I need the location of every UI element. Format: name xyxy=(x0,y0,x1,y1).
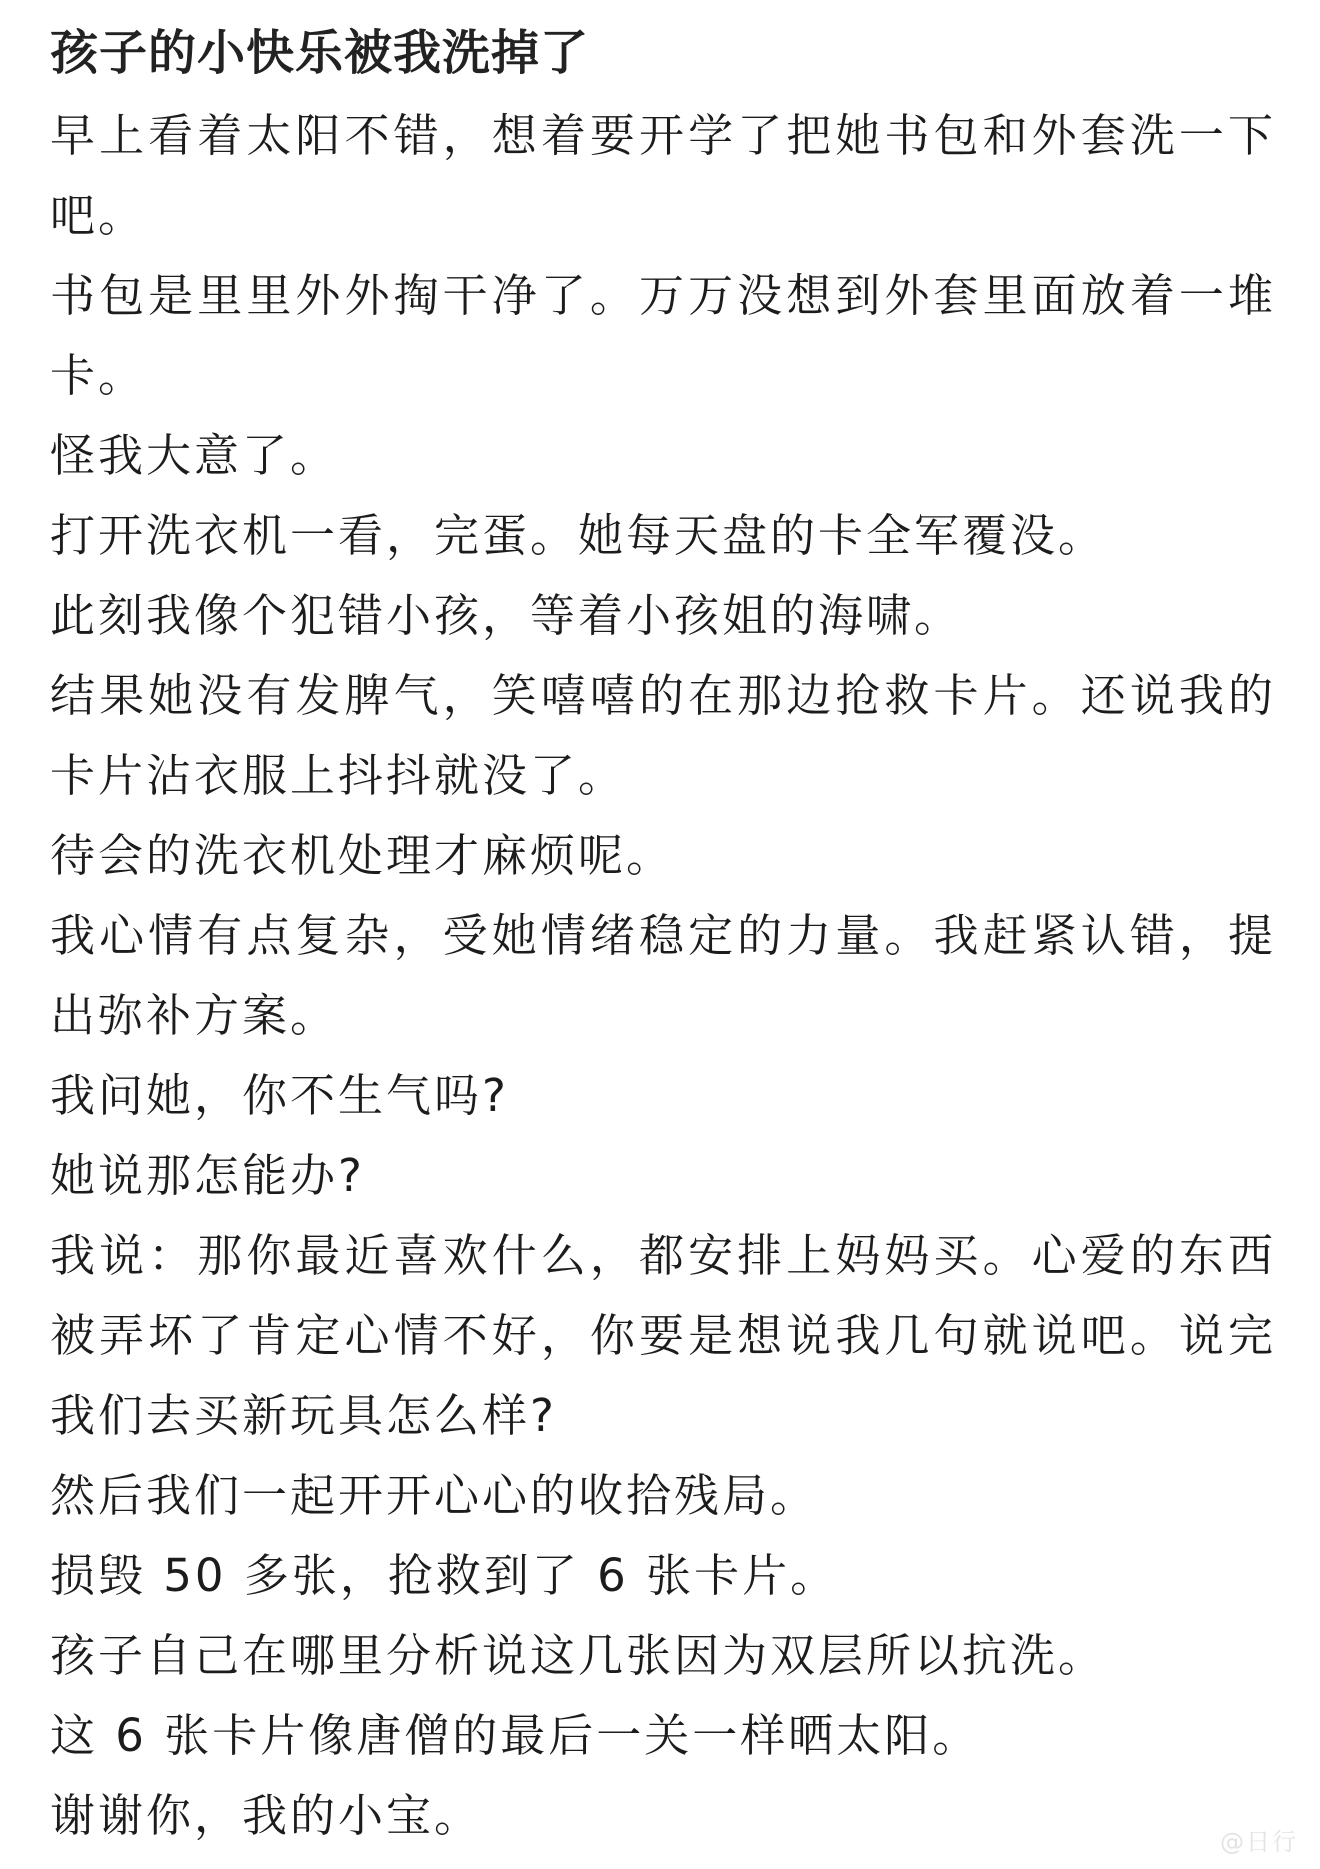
paragraph: 我说：那你最近喜欢什么，都安排上妈妈买。心爱的东西被弄坏了肯定心情不好，你要是想说我几句就说吧。说完我们去买新玩具怎么样? xyxy=(50,1229,1276,1442)
post-title: 孩子的小快乐被我洗掉了 xyxy=(50,25,590,81)
paragraph: 她说那怎能办? xyxy=(50,1149,365,1202)
watermark: @日行 xyxy=(1220,1828,1298,1856)
paragraph: 待会的洗衣机处理才麻烦呢。 xyxy=(50,829,675,882)
paragraph: 结果她没有发脾气，笑嘻嘻的在那边抢救卡片。还说我的卡片沾衣服上抖抖就没了。 xyxy=(50,669,1276,802)
paragraph: 此刻我像个犯错小孩，等着小孩姐的海啸。 xyxy=(50,589,963,642)
paragraph: 早上看着太阳不错，想着要开学了把她书包和外套洗一下吧。 xyxy=(50,109,1276,242)
paragraph: 谢谢你，我的小宝。 xyxy=(50,1789,483,1842)
paragraph: 书包是里里外外掏干净了。万万没想到外套里面放着一堆卡。 xyxy=(50,269,1276,402)
paragraph: 我心情有点复杂，受她情绪稳定的力量。我赶紧认错，提出弥补方案。 xyxy=(50,909,1276,1042)
paragraph: 怪我大意了。 xyxy=(50,429,339,482)
paragraph: 我问她，你不生气吗? xyxy=(50,1069,509,1122)
paragraph: 打开洗衣机一看，完蛋。她每天盘的卡全军覆没。 xyxy=(50,509,1107,562)
post-body xyxy=(50,96,1276,1856)
post xyxy=(50,0,1276,1856)
paragraph: 这 6 张卡片像唐僧的最后一关一样晒太阳。 xyxy=(50,1709,981,1762)
paragraph: 然后我们一起开开心心的收拾残局。 xyxy=(50,1469,819,1522)
paragraph: 损毁 50 多张，抢救到了 6 张卡片。 xyxy=(50,1549,839,1602)
paragraph: 孩子自己在哪里分析说这几张因为双层所以抗洗。 xyxy=(50,1629,1107,1682)
